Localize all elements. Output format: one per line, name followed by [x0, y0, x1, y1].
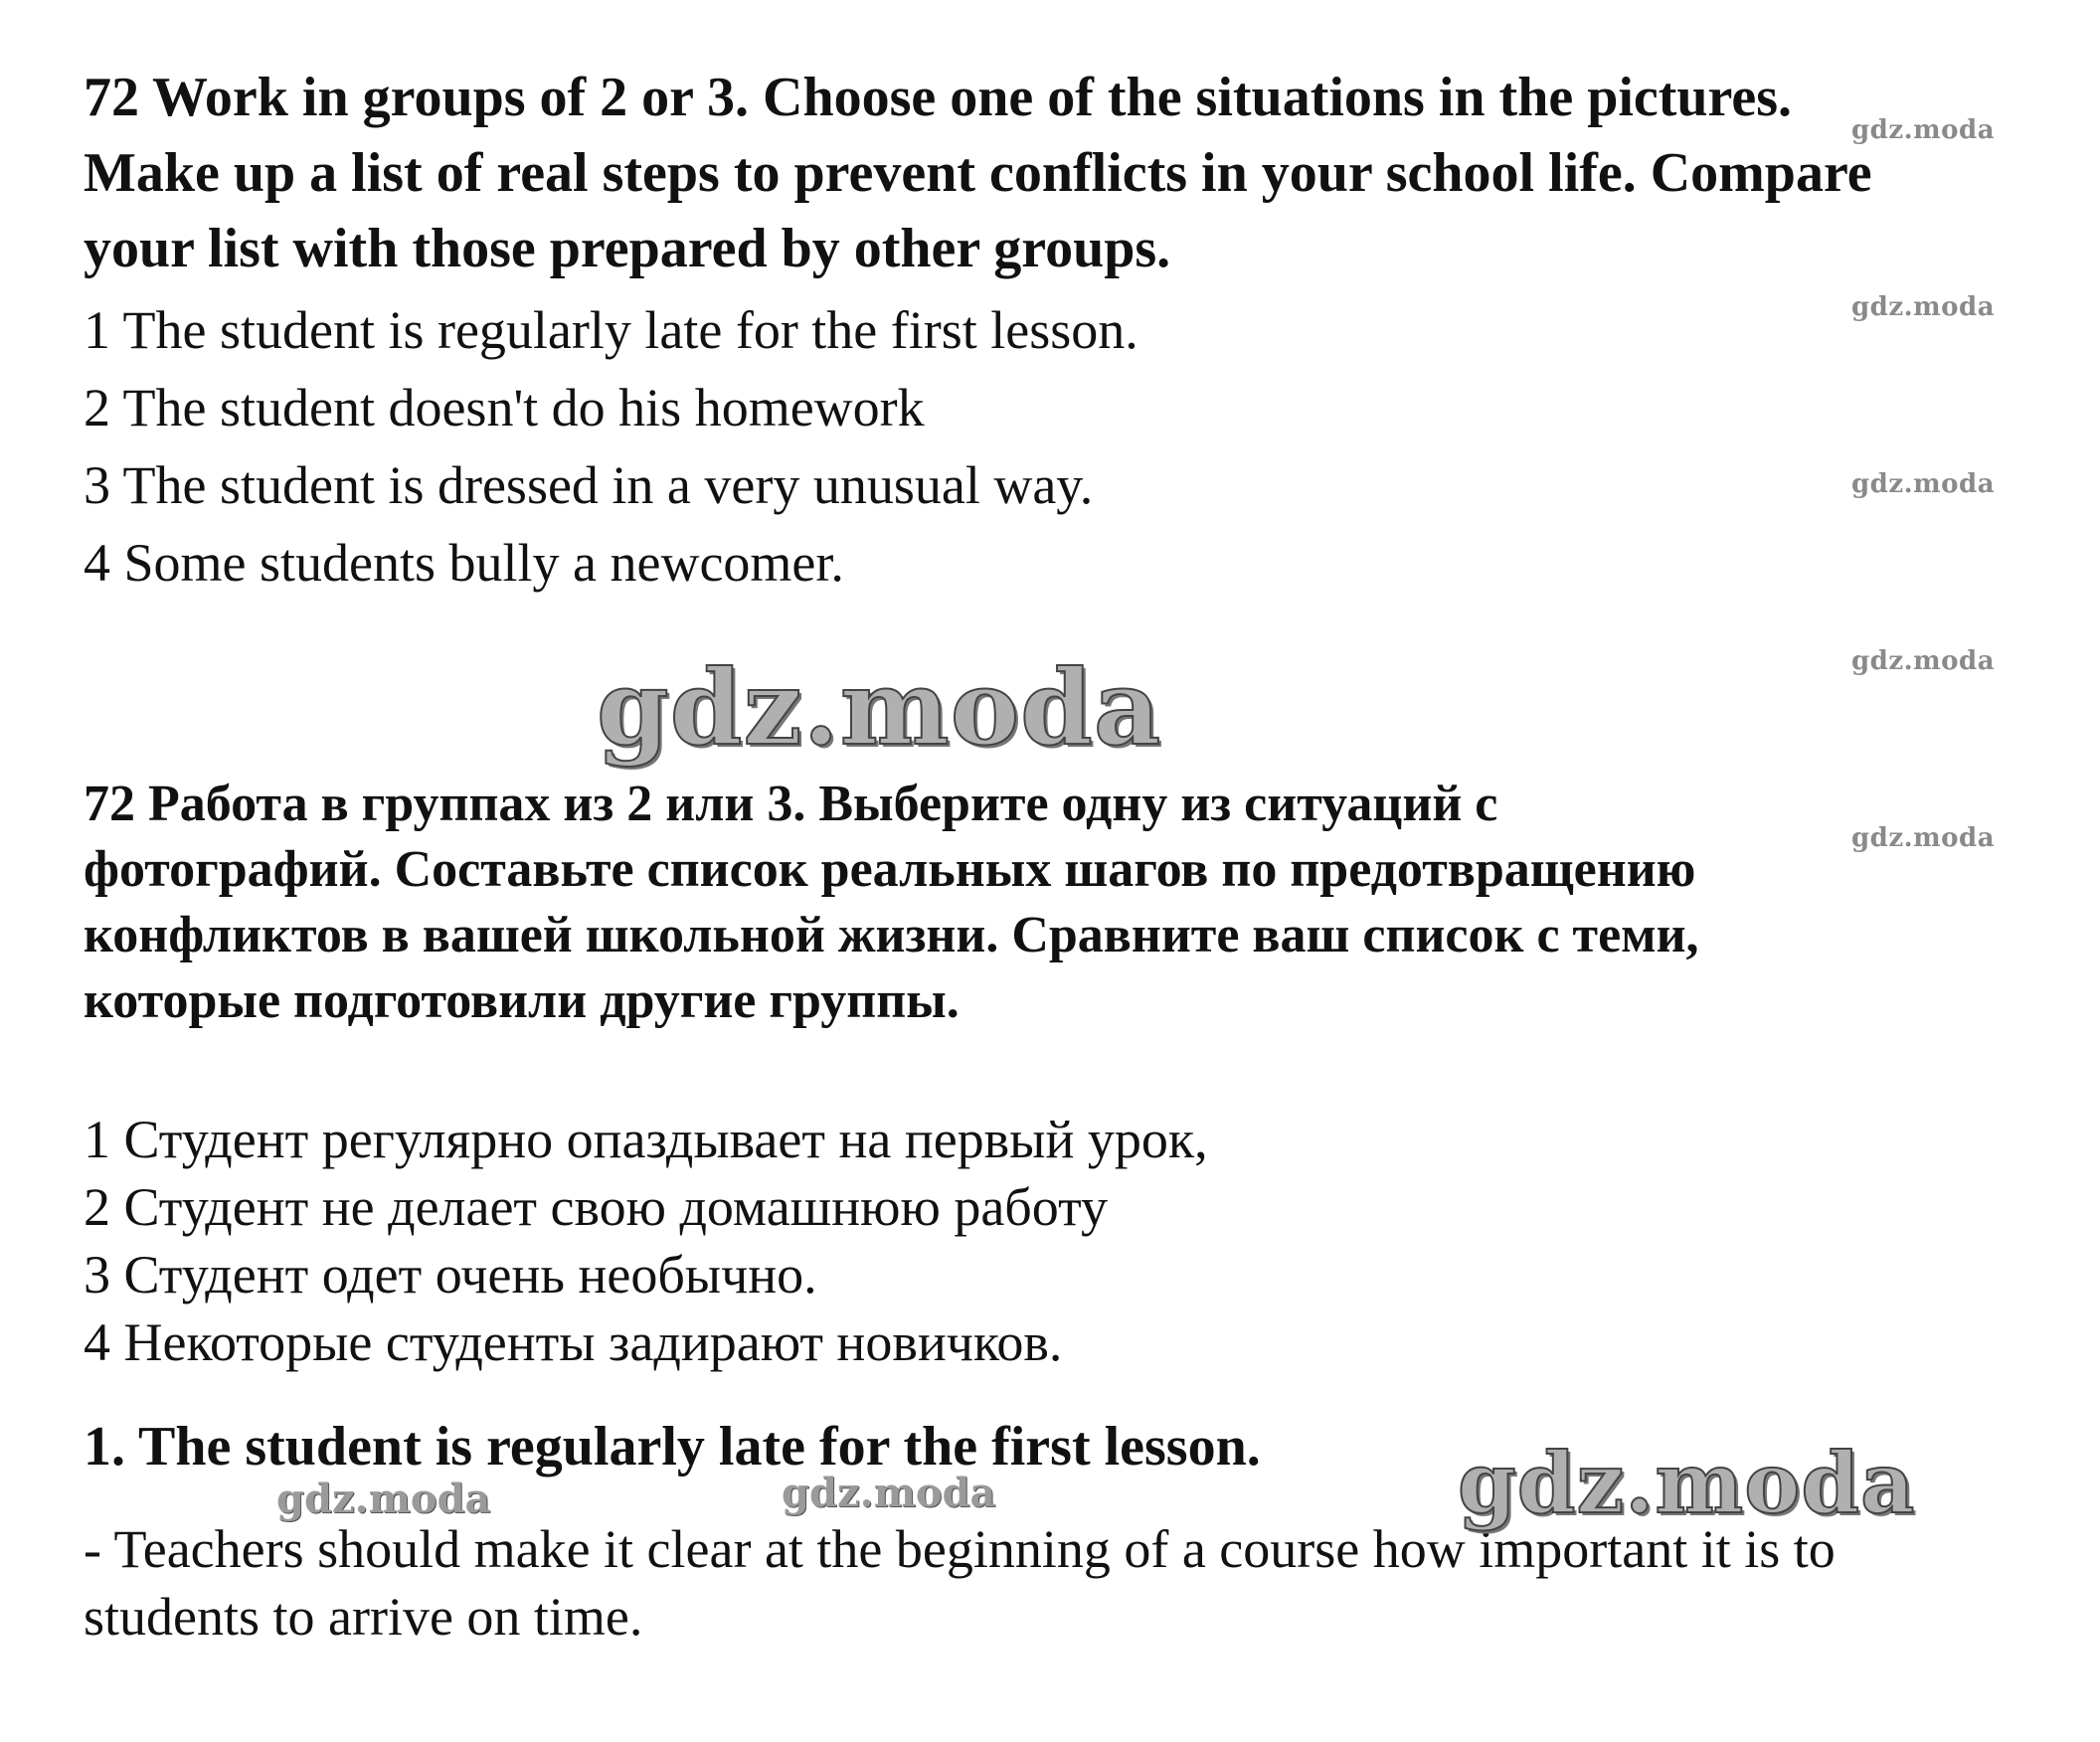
exercise-heading-ru: [84, 772, 1699, 1034]
list-item: 1 The student is regularly late for the first lesson.: [84, 300, 1138, 360]
heading-line: 72 Work in groups of 2 or 3. Choose one of the situations in the pictures.: [84, 67, 1793, 128]
watermark-logo: gdz.moda: [1851, 646, 1996, 676]
list-item: 1 Студент регулярно опаздывает на первый урок,: [84, 1110, 1208, 1169]
answer-title: 1. The student is regularly late for the first lesson.: [84, 1416, 1261, 1478]
list-item: 4 Some students bully a newcomer.: [84, 533, 844, 593]
heading-line: 72 Работа в группах из 2 или 3. Выберите одну из ситуаций с: [84, 776, 1498, 832]
heading-line: фотографий. Составьте список реальных шагов по предотвращению: [84, 841, 1696, 898]
list-item: 2 The student doesn't do his homework: [84, 378, 925, 437]
heading-line: которые подготовили другие группы.: [84, 972, 960, 1029]
watermark-logo: gdz.moda: [1851, 115, 1996, 145]
list-item: 2 Студент не делает свою домашнюю работу: [84, 1177, 1108, 1237]
watermark-logo-large: gdz.moda: [597, 646, 1162, 769]
watermark-logo: gdz.moda: [1851, 823, 1996, 853]
heading-line: конфликтов в вашей школьной жизни. Сравните ваш список с теми,: [84, 907, 1699, 963]
watermark-logo: gdz.moda: [782, 1470, 996, 1516]
list-item: 3 Студент одет очень необычно.: [84, 1245, 817, 1305]
answer-text: [84, 1515, 2032, 1651]
heading-line: your list with those prepared by other groups.: [84, 218, 1171, 279]
heading-line: Make up a list of real steps to prevent conflicts in your school life. Compare: [84, 142, 1872, 204]
answer-line: - Teachers should make it clear at the beginning of a course how important it is to: [84, 1519, 1836, 1579]
watermark-logo-large: gdz.moda: [1458, 1434, 1916, 1532]
watermark-logo: gdz.moda: [276, 1476, 491, 1522]
answer-line: students to arrive on time.: [84, 1587, 643, 1647]
list-item: 4 Некоторые студенты задирают новичков.: [84, 1312, 1063, 1372]
watermark-logo: gdz.moda: [1851, 469, 1996, 499]
list-item: 3 The student is dressed in a very unusual way.: [84, 455, 1094, 515]
exercise-heading-en: [84, 60, 2032, 286]
watermark-logo: gdz.moda: [1851, 292, 1996, 322]
